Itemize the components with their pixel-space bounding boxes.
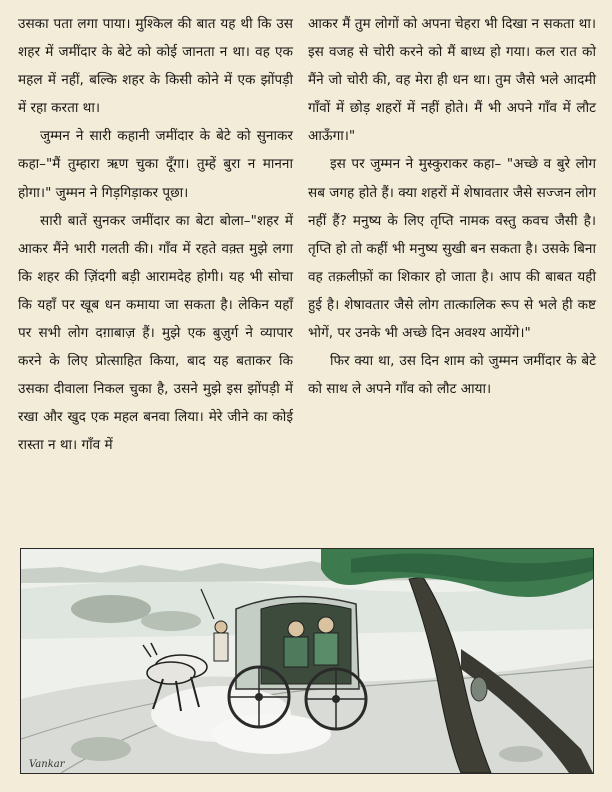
artist-signature: Vankar bbox=[29, 759, 65, 770]
right-text-column bbox=[308, 10, 596, 403]
bullock-cart-illustration bbox=[20, 548, 594, 774]
paragraph-left-1: उसका पता लगा पाया। मुश्किल की बात यह थी कि उस शहर में जमींदार के बेटे को कोई जानता न था। वह एक महल में नहीं, बल्कि शहर के किसी कोने में एक झोंपड़ी में रहा करता था। bbox=[18, 16, 293, 117]
paragraph-right-3: फिर क्या था, उस दिन शाम को जुम्मन जमींदार के बेटे को साथ ले अपने गाँव को लौट आया। bbox=[308, 353, 596, 398]
paragraph-right-2: इस पर जुम्मन ने मुस्कुराकर कहा– "अच्छे व बुरे लोग सब जगह होते हैं। क्या शहरों में शेषावतार जैसे सज्जन लोग नहीं हैं? मनुष्य के लिए तृप्ति नामक वस्तु कवच जैसी है। तृप्ति हो तो कहीं भी मनुष्य सुखी बन सकता है। उसके बिना वह तक़लीफ़ों का शिकार हो जाता है। आप की बाबत यही हुई है। शेषावतार जैसे लोग तात्कालिक रूप से भले ही कष्ट भोगें, पर उनके भी अच्छे दिन अवश्य आयेंगे।" bbox=[308, 156, 596, 342]
paragraph-right-1: आकर मैं तुम लोगों को अपना चेहरा भी दिखा न सकता था। इस वजह से चोरी करने को मैं बाध्य हो गया। कल रात को मैंने जो चोरी की, वह मेरा ही धन था। तुम जैसे भले आदमी गाँवों में छोड़ शहरों में नहीं होते। मैं भी अपने गाँव में लौट आऊँगा।" bbox=[308, 16, 596, 145]
illustration-drawing bbox=[21, 549, 593, 773]
paragraph-left-3: सारी बातें सुनकर जमींदार का बेटा बोला–"शहर में आकर मैंने भारी गलती की। गाँव में रहते वक़्त मुझे लगा कि शहर की ज़िंदगी बड़ी आरामदेह होगी। यह भी सोचा कि यहाँ पर खूब धन कमाया जा सकता है। लेकिन यहाँ पर सभी लोग दग़ाबाज़ हैं। मुझे एक बुज़ुर्ग ने व्यापार करने के लिए प्रोत्साहित किया, बाद यह बताकर कि उसका दीवाला निकल चुका है, उसने मुझे इस झोंपड़ी में रखा और खुद एक महल बनवा लिया। मेरे जीने का कोई रास्ता न था। गाँव में bbox=[18, 212, 293, 454]
left-text-column bbox=[18, 10, 293, 460]
paragraph-left-2: जुम्मन ने सारी कहानी जमींदार के बेटे को सुनाकर कहा–"मैं तुम्हारा ऋण चुका दूँगा। तुम्हें बुरा न मानना होगा।" जुम्मन ने गिड़गिड़ाकर पूछा। bbox=[18, 128, 293, 201]
